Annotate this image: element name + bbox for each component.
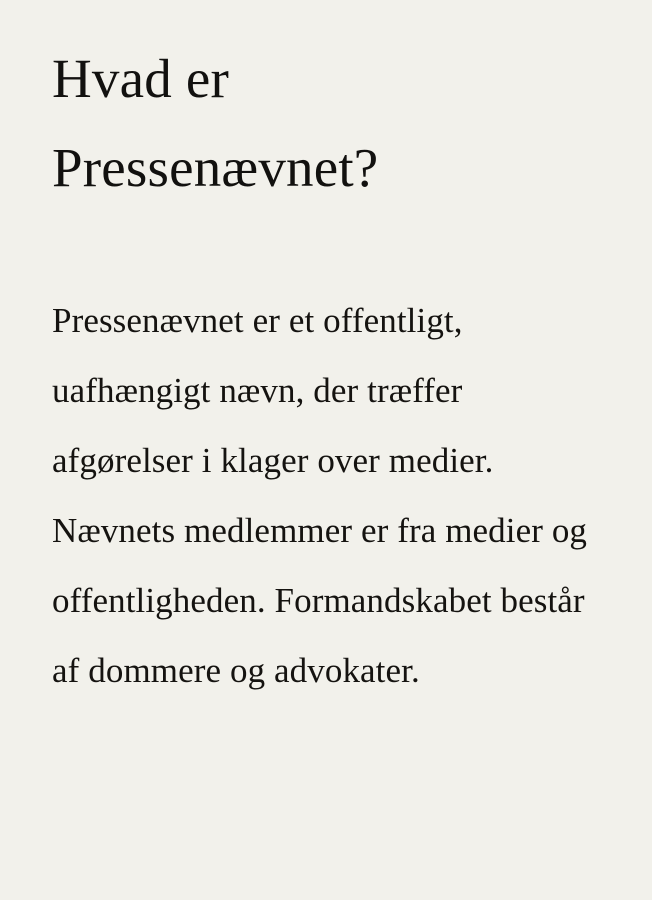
body-content bbox=[52, 286, 600, 706]
body-paragraph: Pressenævnet er et offentligt, uafhængigt nævn, der træffer afgørelser i klager over medier. Nævnets medlemmer er fra medier og offentligheden. Formandskabet består af dommere og advokater. bbox=[52, 301, 588, 691]
page-title: Hvad er Pressenævnet? bbox=[52, 48, 379, 199]
